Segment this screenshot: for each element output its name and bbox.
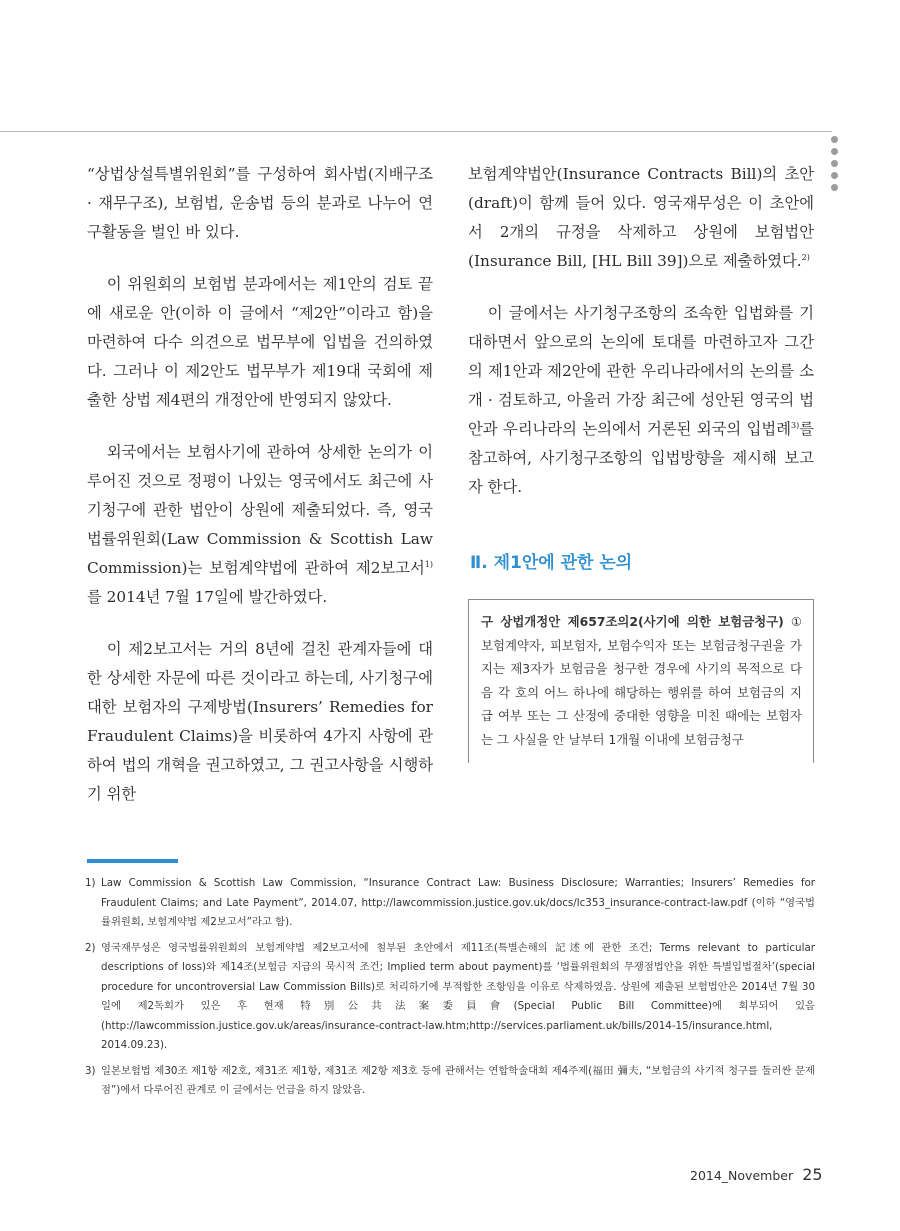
paragraph-text: 이 글에서는 사기청구조항의 조속한 입법화를 기대하면서 앞으로의 논의에 토대를 마련하고자 그간의 제1안과 제2안에 관한 우리나라에서의 논의를 소개 · 검토하고, 아울러 가장 최근에 성안된 영국의 법안과 우리나라의 논의에서 거론된 외국의 입법례 bbox=[468, 304, 814, 438]
statute-box bbox=[468, 599, 814, 763]
paragraph-text: 를 참고하여, 사기청구조항의 입법방향을 제시해 보고자 한다. bbox=[468, 420, 814, 496]
decorative-dots bbox=[831, 136, 841, 196]
footnote-number: 2) bbox=[85, 941, 96, 954]
paragraph-text: 외국에서는 보험사기에 관하여 상세한 논의가 이루어진 것으로 정평이 나있는 영국에서도 최근에 사기청구에 관한 법안이 상원에 제출되었다. 즉, 영국법률위원회(Law Commission & Scottish Law Commission)는 보험계약법에 관하여 제2보고서 bbox=[87, 443, 433, 577]
dot-icon bbox=[831, 148, 838, 155]
paragraph bbox=[87, 438, 433, 612]
dot-icon bbox=[831, 136, 838, 143]
paragraph: 이 위원회의 보험법 분과에서는 제1안의 검토 끝에 새로운 안(이하 이 글에서 “제2안”이라고 함)을 마련하여 다수 의견으로 법무부에 입법을 건의하였다. 그러나 이 제2안도 법무부가 제19대 국회에 제출한 상법 제4편의 개정안에 반영되지 않았다. bbox=[87, 275, 433, 409]
footnote-text: 일본보험법 제30조 제1항 제2호, 제31조 제1항, 제31조 제2항 제3호 등에 관해서는 연합학술대회 제4주제(福田 彌夫, “보험금의 사기적 청구를 둘러싼 문제점”)에서 다루어진 관계로 이 글에서는 언급을 하지 않았음. bbox=[101, 1064, 815, 1096]
footnote bbox=[85, 939, 815, 1056]
dot-icon bbox=[831, 184, 838, 191]
footnote-ref[interactable]: 2) bbox=[801, 252, 810, 262]
statute-title: 구 상법개정안 제657조의2(사기에 의한 보험금청구) bbox=[481, 614, 784, 629]
footnotes bbox=[85, 874, 815, 1107]
footnote-number: 1) bbox=[85, 877, 96, 889]
paragraph: 이 제2보고서는 거의 8년에 걸친 관계자들에 대한 상세한 자문에 따른 것이라고 하는데, 사기청구에 대한 보험자의 구제방법(Insurers’ Remedies for Fraudulent Claims)을 비롯하여 4가지 사항에 관하여 법의 개혁을 권고하였고, 그 권고사항을 시행하기 위한 bbox=[87, 640, 433, 803]
section-heading: Ⅱ. 제1안에 관한 논의 bbox=[470, 553, 633, 573]
paragraph-text: 보험계약법안(Insurance Contracts Bill)의 초안(draft)이 함께 들어 있다. 영국재무성은 이 초안에서 2개의 규정을 삭제하고 상원에 보험법안(Insurance Bill, [HL Bill 39])으로 제출하였다. bbox=[468, 165, 814, 270]
footnote-text: 영국재무성은 영국법률위원회의 보험계약법 제2보고서에 첨부된 초안에서 제11조(특별손해의 記述에 관한 조건; Terms relevant to particular descriptions of loss)와 제14조(보험금 지급의 묵시적 조건; Implied term about payment)를 ‘법률위원회의 무쟁점법안을 위한 특별입법절차’(special procedure for uncontroversial Law Commission Bills)로 처리하기에 부적합한 조항임을 이유로 삭제하였음. 상원에 제출된 보험법안은 2014년 7월 30일에 제2독회가 있은 후 현재 特別公共法案委員會(Special Public Bill Committee)에 회부되어 있음(http://lawcommission.justice.gov.uk/areas/insurance-contract-law.htm;http://services.parliament.uk/bills/2014-15/insurance.html, 2014.09.23). bbox=[101, 941, 815, 1051]
right-column bbox=[468, 160, 814, 763]
footnote-ref[interactable]: 1) bbox=[424, 559, 433, 569]
footnote-ref[interactable]: 3) bbox=[791, 420, 800, 430]
dot-icon bbox=[831, 172, 838, 179]
paragraph: “상법상설특별위원회”를 구성하여 회사법(지배구조 · 재무구조), 보험법, 운송법 등의 분과로 나누어 연구활동을 벌인 바 있다. bbox=[87, 165, 433, 241]
issue-label: 2014_November bbox=[690, 1168, 794, 1183]
footnote-text: Law Commission & Scottish Law Commission, “Insurance Contract Law: Business Disclosure; Warranties; Insurers’ Remedies for Fraudulent Claims; and Late Payment”, 2014.07, http://lawcommission.justice.gov.uk/docs/lc353_insurance-contract-law.pdf (이하 “영국법률위원회, 보험계약법 제2보고서”라고 함). bbox=[101, 877, 815, 928]
paragraph bbox=[468, 160, 814, 276]
page-footer bbox=[690, 1165, 823, 1184]
paragraph-text: 를 2014년 7월 17일에 발간하였다. bbox=[87, 588, 328, 606]
footnote bbox=[85, 1062, 815, 1101]
statute-text: ① 보험계약자, 피보험자, 보험수익자 또는 보험금청구권을 가지는 제3자가 보험금을 청구한 경우에 사기의 목적으로 다음 각 호의 어느 하나에 해당하는 행위를 하여 보험금의 지급 여부 또는 그 산정에 중대한 영향을 미친 때에는 보험자는 그 사실을 안 날부터 1개월 이내에 보험금청구 bbox=[481, 614, 802, 747]
dot-icon bbox=[831, 160, 838, 167]
left-column bbox=[87, 160, 433, 832]
footnote-rule bbox=[87, 859, 178, 863]
footnote-number: 3) bbox=[85, 1064, 96, 1077]
header-rule bbox=[0, 131, 832, 132]
page-number: 25 bbox=[802, 1165, 823, 1184]
footnote bbox=[85, 874, 815, 933]
paragraph bbox=[468, 299, 814, 502]
